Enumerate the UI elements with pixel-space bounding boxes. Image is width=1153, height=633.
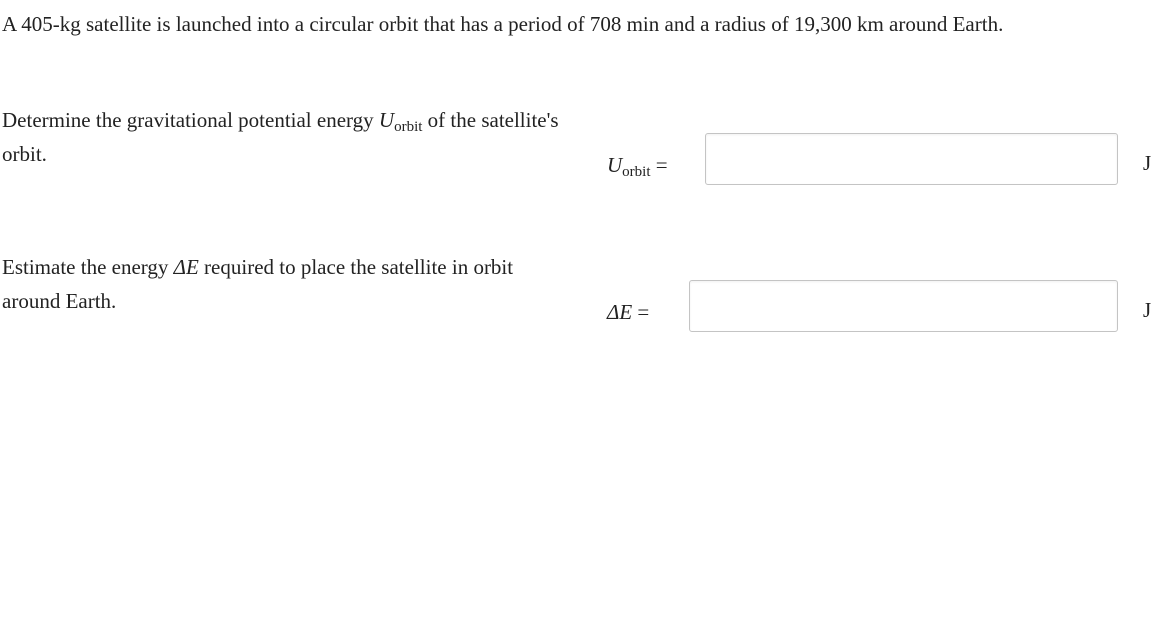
problem-statement: A 405-kg satellite is launched into a circular orbit that has a period of 708 min and a radius of 19,300 km around Earth.: [2, 12, 1004, 36]
answer-1-unit: J: [1143, 151, 1152, 175]
question-1-text-after: of the satellite's orbit.: [2, 108, 559, 166]
question-2-text: [2, 250, 572, 318]
answer-1-label-equals: =: [650, 153, 668, 177]
question-1-subscript: orbit: [394, 119, 423, 135]
answer-1-input[interactable]: [705, 133, 1118, 185]
question-2-text-after: required to place the satellite in orbit around Earth.: [2, 255, 514, 313]
answer-2-label: [607, 299, 649, 325]
answer-1-label-subscript: orbit: [622, 164, 651, 180]
answer-2-unit: J: [1143, 298, 1152, 322]
question-2-text-before: Estimate the energy: [2, 255, 174, 279]
answer-2-label-equals: =: [632, 300, 650, 324]
answer-2-input[interactable]: [689, 280, 1118, 332]
question-1-text-before: Determine the gravitational potential energy: [2, 108, 379, 132]
question-1-symbol: U: [378, 108, 395, 132]
question-1-text: [2, 103, 572, 171]
question-2-symbol: ΔE: [173, 255, 199, 279]
answer-1-label-symbol: U: [607, 153, 623, 177]
answer-2-label-symbol: ΔE: [607, 300, 633, 324]
answer-1-label: [607, 152, 668, 178]
